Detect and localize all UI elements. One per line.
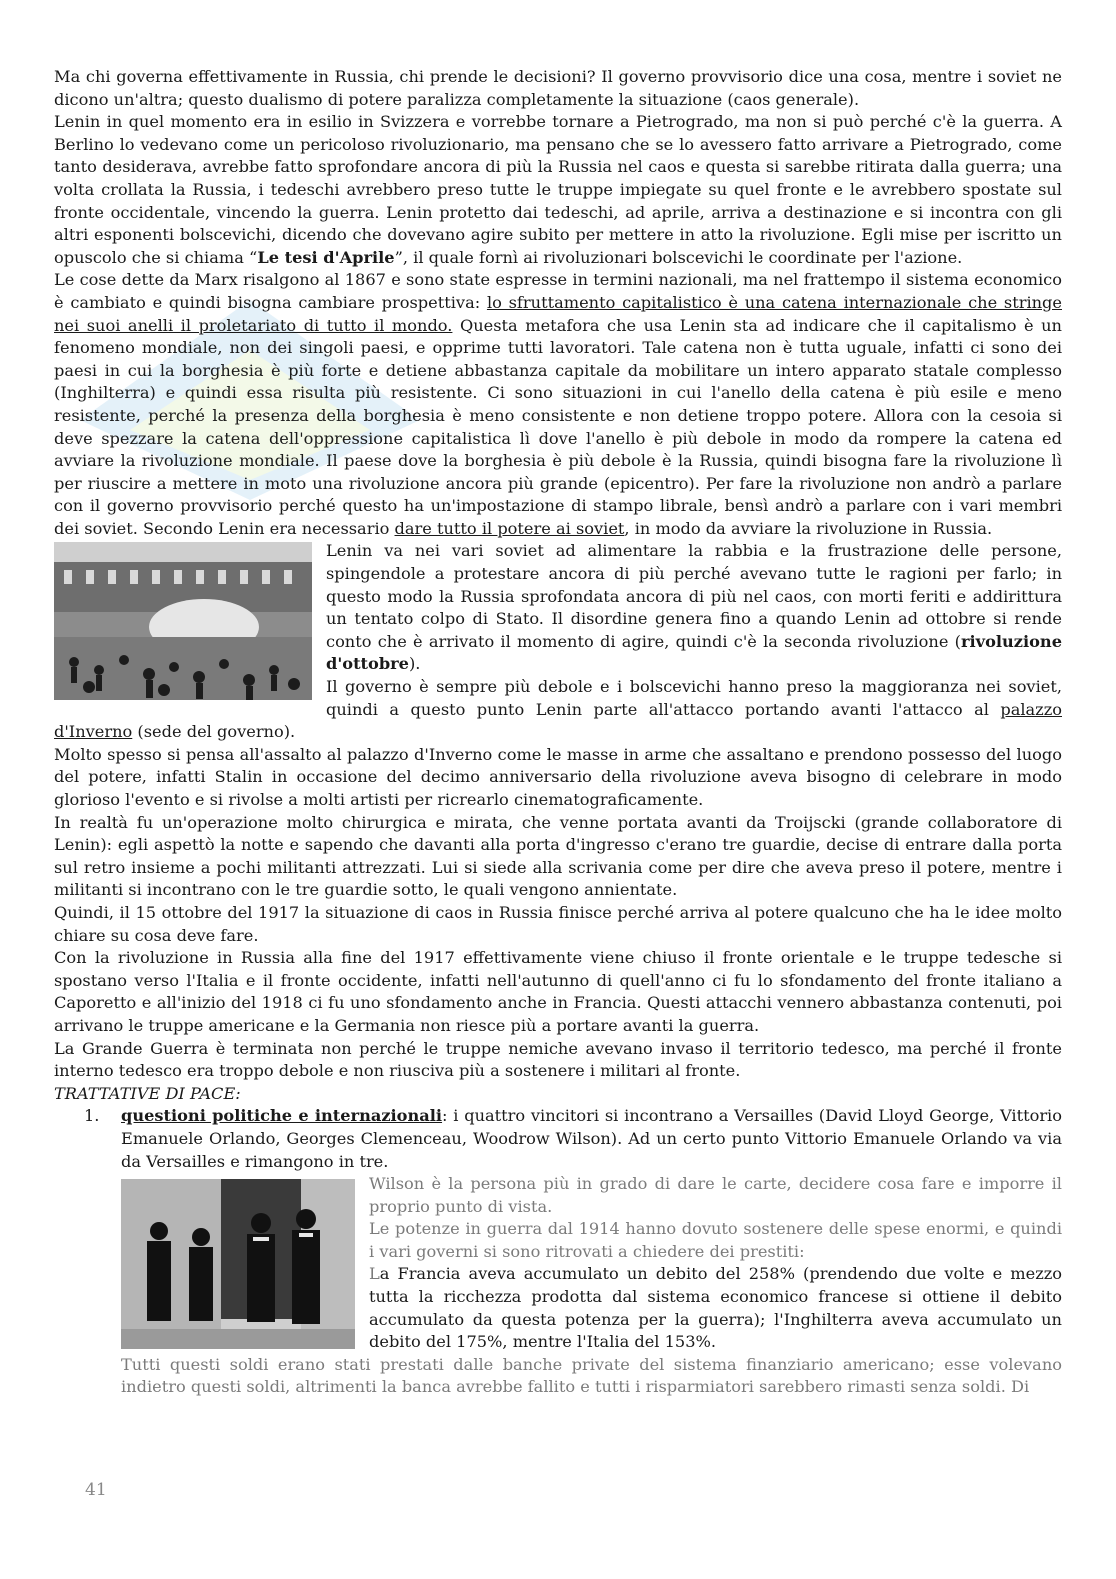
april-theses-title: Le tesi d'Aprile — [257, 247, 395, 267]
paragraph-october-15: Quindi, il 15 ottobre del 1917 la situazione di caos in Russia finisce perché arriva al potere qualcuno che ha le idee molto chiare su cosa deve fare. — [54, 902, 1062, 945]
paragraph-stalin-celebration: Molto spesso si pensa all'assalto al palazzo d'Inverno come le masse in arme che assaltano e prendono possesso del luogo del potere, infatti Stalin in occasione del decimo anniversario della rivoluzione aveva bisogno di celebrare in modo glorioso l'evento e si rivolse a molti artisti per ricrearlo cinematograficamente. — [54, 744, 1062, 809]
winter-palace-link: palazzo d'Inverno — [54, 699, 1062, 742]
paragraph-lenin-exile: Lenin in quel momento era in esilio in Svizzera e vorrebbe tornare a Pietrogrado, ma non si può perché c'è la guerra. A Berlino lo vedevano come un pericoloso rivoluzionario, ma pensano che se lo avessero fatto arrivare a Pietrogrado, come tanto desiderava, avrebbe fatto sprofondare ancora di più la Russia nel caos e questa si sarebbe ritirata dalla guerra; una volta crollata la Russia, i tedeschi avrebbero preso tutte le truppe impiegate su quel fronte e le avrebbero spostate sul fronte occidentale, vincendo la guerra. Lenin protetto dai tedeschi, ad aprile, arriva a destinazione e si incontra con gli altri esponenti bolscevichi, dicendo che dovevano agire subito per mettere in atto la rivoluzione. Egli mise per iscritto un opuscolo che si chiama “Le tesi d'Aprile”, il quale fornì ai rivoluzionari bolscevichi le coordinate per l'azione. — [54, 112, 1062, 267]
big-four-photo — [121, 1179, 355, 1349]
paragraph-dual-power: Ma chi governa effettivamente in Russia, chi prende le decisioni? Il governo provvisorio dice una cosa, mentre i soviet ne dicono un'altra; questo dualismo di potere paralizza completamente la situazione (caos generale). — [54, 67, 1062, 109]
page-number: 41 — [85, 1480, 107, 1500]
winter-palace-photo — [54, 542, 312, 700]
versailles-section — [54, 1173, 1062, 1354]
list-item-political-issues: 1. questioni politiche e internazionali: i quattro vincitori si incontrano a Versailles (David Lloyd George, Vittorio Emanuele Orlando, Georges Clemenceau, Woodrow Wilson). Ad un certo punto Vittorio Emanuele Orlando va via da Versailles e rimangono in tre. — [84, 1106, 1062, 1171]
chain-metaphor: lo sfruttamento capitalistico è una catena internazionale che stringe nei suoi anelli il proletariato di tutto il mondo. — [54, 292, 1062, 335]
paragraph-debts: La Francia aveva accumulato un debito del 258% (prendendo due volte e mezzo tutta la ricchezza prodotta dal sistema economico francese si ottiene il debito accumulato da questa potenza per la guerra); l'Inghilterra aveva accumulato un debito del 175%, mentre l'Italia del 153%. — [369, 1264, 1062, 1352]
paragraph-winter-palace: Il governo è sempre più debole e i bolscevichi hanno preso la maggioranza nei soviet, quindi a questo punto Lenin parte all'attacco portando avanti l'attacco al palazzo d'Inverno (sede del governo). — [54, 677, 1062, 742]
power-to-soviets: dare tutto il potere ai soviet — [394, 518, 625, 538]
paragraph-lenin-soviets: Lenin va nei vari soviet ad alimentare la rabbia e la frustrazione delle persone, spingendole a protestare ancora di più perché avevano tutte le ragioni per farlo; in questo modo la Russia sprofondata ancora di più nel caos, con morti feriti e addirittura un tentato colpo di Stato. Il disordine genera fino a quando Lenin ad ottobre si rende conto che è arrivato il momento di agire, quindi c'è la seconda rivoluzione (rivoluzione d'ottobre). — [326, 541, 1062, 674]
paragraph-surgical-operation: In realtà fu un'operazione molto chirurgica e mirata, che venne portata avanti da Troijscki (grande collaboratore di Lenin): egli aspettò la notte e sapendo che davanti alla porta d'ingresso c'erano tre guardie, decise di entrare dalla porta sul retro insieme a pochi militanti attrezzati. Lui si siede alla scrivania come per dire che aveva preso il potere, mentre i militanti si incontrano con le tre guardie sotto, le quali vengono annientate. — [54, 812, 1062, 900]
paragraph-wilson: Wilson è la persona più in grado di dare le carte, decidere cosa fare e imporre il proprio punto di vista. — [369, 1174, 1062, 1216]
paragraph-eastern-front: Con la rivoluzione in Russia alla fine del 1917 effettivamente viene chiuso il fronte orientale e le truppe tedesche si spostano verso l'Italia e il fronte occidente, infatti nell'autunno di quell'anno ci fu lo sfondamento del fronte italiano a Caporetto e all'inizio del 1918 ci fu uno sfondamento anche in Francia. Questi attacchi vennero abbastanza contenuti, poi arrivano le truppe americane e la Germania non riesce più a portare avanti la guerra. — [54, 948, 1062, 1035]
paragraph-war-end: La Grande Guerra è terminata non perché le truppe nemiche avevano invaso il territorio tedesco, ma perché il fronte interno tedesco era troppo debole e non riusciva più a sostenere i militari al fronte. — [54, 1038, 1062, 1081]
october-revolution-title: rivoluzione d'ottobre — [326, 631, 1062, 674]
list-number: 1. — [84, 1106, 100, 1126]
paragraph-capitalist-chain: Le cose dette da Marx risalgono al 1867 e sono state espresse in termini nazionali, ma nel frattempo il sistema economico è cambiato e quindi bisogna cambiare prospettiva: lo sfruttamento capitalistico è una catena internazionale che stringe nei suoi anelli il proletariato di tutto il mondo. Questa metafora che usa Lenin sta ad indicare che il capitalismo è un fenomeno mondiale, non dei singoli paesi, e opprime tutti lavoratori. Tale catena non è tutta uguale, infatti ci sono dei paesi in cui la borghesia è più forte e detiene abbastanza capitale da mobilitare un intero apparato statale complesso (Inghilterra) e quindi essa risulta più resistente. Ci sono situazioni in cui l'anello della catena è più esile e meno resistente, perché la presenza della borghesia è meno consistente e non detiene troppo potere. Allora con la cesoia si deve spezzare la catena dell'oppressione capitalistica lì dove l'anello è più debole in modo da rompere la catena ed avviare la rivoluzione mondiale. Il paese dove la borghesia è più debole è la Russia, quindi bisogna fare la rivoluzione lì per riuscire a mettere in moto una rivoluzione ancora più grande (epicentro). Per fare la rivoluzione non andrò a parlare con il governo provvisorio perché questo ha un'impostazione di stampo librale, bensì andrò a parlare con i vari membri dei soviet. Secondo Lenin era necessario dare tutto il potere ai soviet, in modo da avviare la rivoluzione in Russia. — [54, 270, 1062, 538]
paragraph-american-banks: Tutti questi soldi erano stati prestati dalle banche private del sistema finanziario americano; esse volevano indietro questi soldi, altrimenti la banca avrebbe fallito e tutti i risparmiatori sarebbero rimasti senza soldi. Di — [121, 1354, 1062, 1397]
peace-negotiations-heading: TRATTATIVE DI PACE: — [54, 1083, 241, 1103]
political-issues-title: questioni politiche e internazionali — [121, 1106, 443, 1126]
paragraph-war-expenses: Le potenze in guerra dal 1914 hanno dovuto sostenere delle spese enormi, e quindi i vari governi si sono ritrovati a chiedere dei prestiti: — [369, 1219, 1062, 1261]
document-body — [54, 66, 1062, 1399]
